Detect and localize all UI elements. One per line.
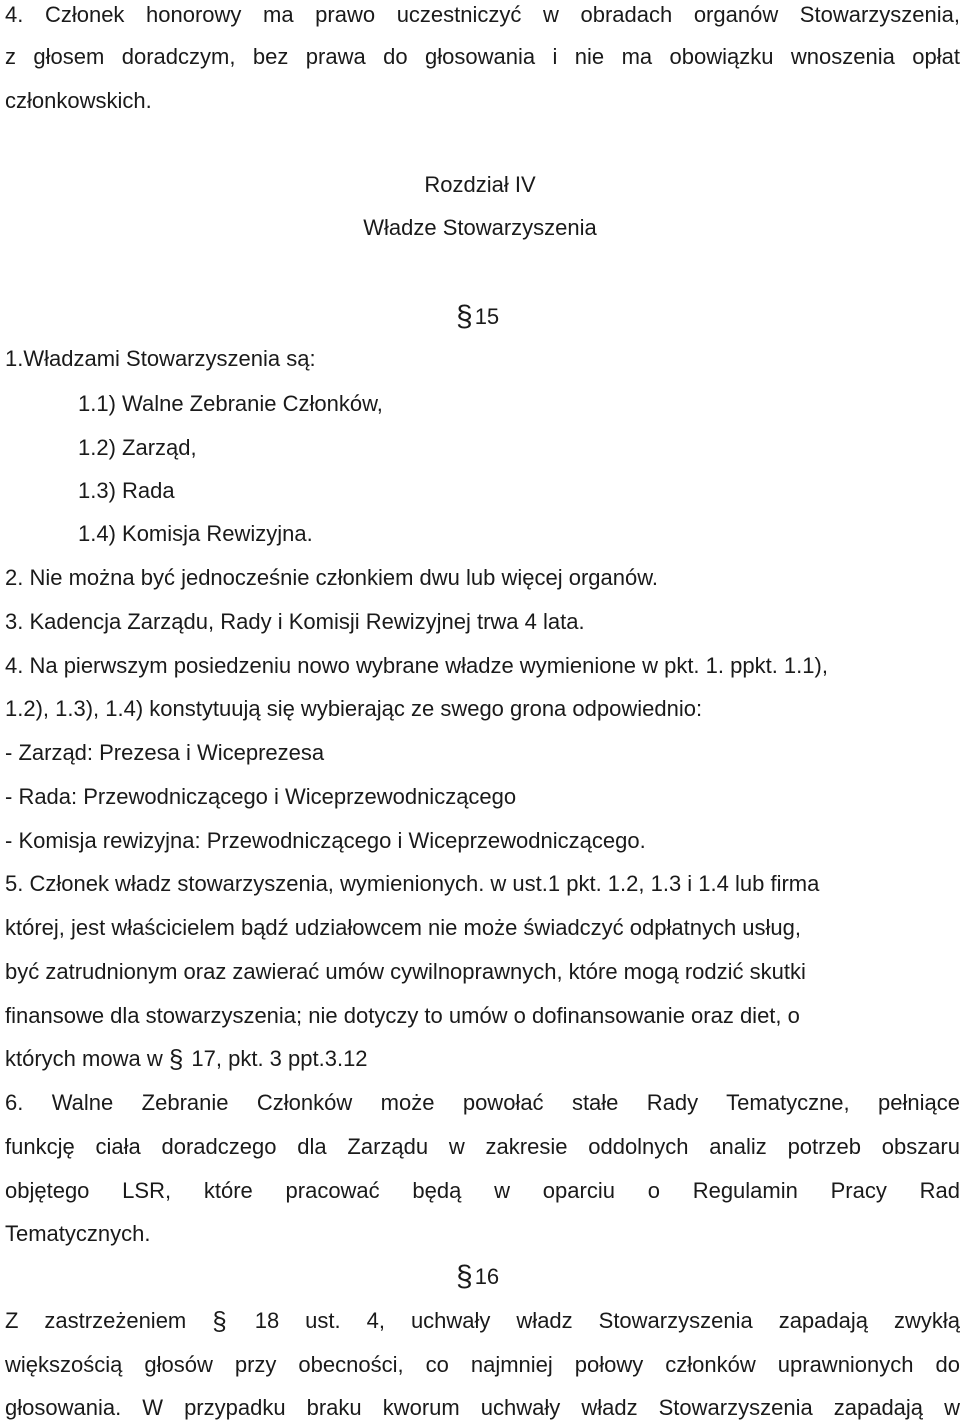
s15-item-5-line-1: 5. Członek władz stowarzyszenia, wymienionych. w ust.1 pkt. 1.2, 1.3 i 1.4 lub firma (5, 871, 820, 896)
section-number: 16 (474, 1264, 500, 1289)
s15-item-5-line-3: być zatrudnionym oraz zawierać umów cywilnoprawnych, które mogą rodzić skutki (5, 959, 806, 984)
s15-item-6-line-3: objętego LSR, które pracować będą w oparciu o Regulamin Pracy Rad (5, 1178, 960, 1203)
s15-item-4-line-2: 1.2), 1.3), 1.4) konstytuują się wybierając ze swego grona odpowiednio: (5, 696, 703, 721)
s16-line-3: głosowania. W przypadku braku kworum uchwały władz Stowarzyszenia zapadają w (5, 1395, 960, 1420)
s15-item-1: 1.Władzami Stowarzyszenia są: (5, 346, 316, 371)
section-sign-icon: § (212, 1306, 227, 1336)
s16-line-1-rest: 18 ust. 4, uchwały władz Stowarzyszenia zapadają zwykłą (228, 1308, 960, 1333)
section-sign-icon: § (456, 300, 473, 333)
s15-subitem-1-4: 1.4) Komisja Rewizyjna. (78, 521, 313, 546)
section-15-heading (456, 300, 499, 334)
s15-item-5-line-2: której, jest właścicielem bądź udziałowcem nie może świadczyć odpłatnych usług, (5, 915, 802, 940)
paragraph-4-line-1: 4. Członek honorowy ma prawo uczestniczyć w obradach organów Stowarzyszenia, (5, 2, 960, 27)
s15-item-6-line-4: Tematycznych. (5, 1221, 151, 1246)
s16-line-2: większością głosów przy obecności, co najmniej połowy członków uprawnionych do (5, 1352, 960, 1377)
paragraph-4-line-2: z głosem doradczym, bez prawa do głosowania i nie ma obowiązku wnoszenia opłat (5, 44, 960, 69)
chapter-title: Rozdział IV (424, 172, 536, 197)
s15-item-2: 2. Nie można być jednocześnie członkiem dwu lub więcej organów. (5, 565, 659, 590)
section-sign-icon: § (456, 1260, 473, 1293)
paragraph-4-line-3: członkowskich. (5, 88, 152, 113)
s15-item-3: 3. Kadencja Zarządu, Rady i Komisji Rewizyjnej trwa 4 lata. (5, 609, 585, 634)
s15-item-5-line-4: finansowe dla stowarzyszenia; nie dotyczy to umów o dofinansowanie oraz diet, o (5, 1003, 800, 1028)
s15-subitem-1-2: 1.2) Zarząd, (78, 435, 197, 460)
s15-item-5-line-5 (5, 1044, 368, 1074)
s15-item-5-line-5-ref: 17, pkt. 3 ppt.3.12 (185, 1046, 368, 1071)
s15-item-4-line-1: 4. Na pierwszym posiedzeniu nowo wybrane władze wymienione w pkt. 1. ppkt. 1.1), (5, 653, 828, 678)
section-16-heading (456, 1260, 499, 1294)
section-number: 15 (474, 304, 500, 329)
s15-item-5-line-5-text: których mowa w (5, 1046, 169, 1071)
s15-item-6-line-2: funkcję ciała doradczego dla Zarządu w zakresie oddolnych analiz potrzeb obszaru (5, 1134, 960, 1159)
s16-line-1-text: Z zastrzeżeniem (5, 1308, 213, 1333)
chapter-subtitle: Władze Stowarzyszenia (363, 215, 597, 240)
s15-subitem-1-3: 1.3) Rada (78, 478, 175, 503)
s15-dash-2: - Rada: Przewodniczącego i Wiceprzewodniczącego (5, 784, 517, 809)
s15-dash-3: - Komisja rewizyjna: Przewodniczącego i Wiceprzewodniczącego. (5, 828, 646, 853)
section-sign-icon: § (168, 1044, 184, 1074)
s15-subitem-1-1: 1.1) Walne Zebranie Członków, (78, 391, 383, 416)
s16-line-1 (5, 1306, 960, 1336)
s15-item-6-line-1: 6. Walne Zebranie Członków może powołać stałe Rady Tematyczne, pełniące (5, 1090, 960, 1115)
s15-dash-1: - Zarząd: Prezesa i Wiceprezesa (5, 740, 325, 765)
